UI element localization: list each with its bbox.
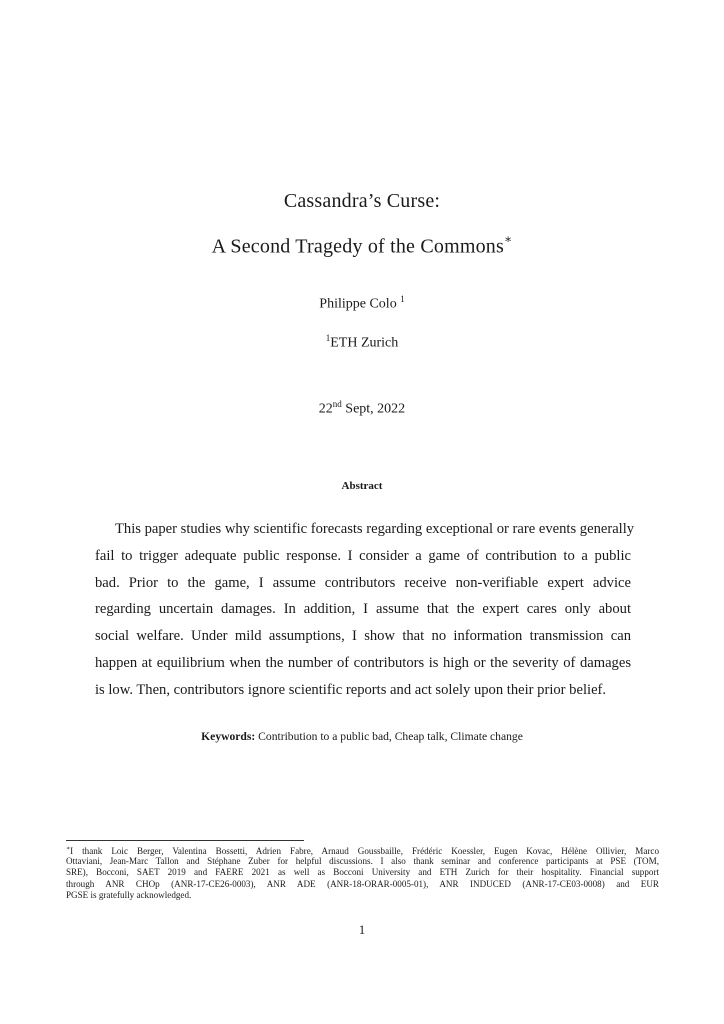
footnote-line: Ottaviani, Jean-Marc Tallon and Stéphane Zuber for helpful discussions. I also thank seminar and conference participants at PSE (TOM, xyxy=(66,855,659,866)
affiliation-marker: 1 xyxy=(325,333,331,343)
author-name: Philippe Colo xyxy=(319,296,397,312)
affiliation-name: ETH Zurich xyxy=(330,335,399,351)
title-line-2 xyxy=(0,234,724,259)
affiliation-line xyxy=(0,333,724,352)
keywords-text: Contribution to a public bad, Cheap talk, Climate change xyxy=(258,730,523,743)
footnote-line: SRE), Bocconi, SAET 2019 and FAERE 2021 as well as Bocconi University and ETH Zurich for their hospitality. Financial support xyxy=(66,867,659,878)
date-rest: Sept, 2022 xyxy=(345,401,406,417)
abstract-body xyxy=(95,516,635,704)
page-number: 1 xyxy=(358,922,366,937)
author-line xyxy=(0,294,724,313)
footnote-line: PGSE is gratefully acknowledged. xyxy=(66,890,192,901)
author-affiliation-marker: 1 xyxy=(400,294,405,304)
footnote-divider xyxy=(66,840,304,841)
footnote-line xyxy=(66,844,659,856)
abstract-line: This paper studies why scientific forecasts regarding exceptional or rare events generally xyxy=(115,521,635,537)
footnote-line: through ANR CHOp (ANR-17-CE26-0003), ANR ADE (ANR-18-ORAR-0005-01), ANR INDUCED (ANR-17-CE03-0008) and EUR xyxy=(66,878,659,889)
footnote-line-text: I thank Loic Berger, Valentina Bossetti, Adrien Fabre, Arnaud Goussbaille, Frédéric Koessler, Eugen Kovac, Hélène Ollivier, Marco xyxy=(70,846,659,857)
abstract-line: happen at equilibrium when the number of contributors is high or the severity of damages xyxy=(95,654,631,671)
title-text-2: A Second Tragedy of the Commons xyxy=(211,235,504,258)
abstract-line: regarding uncertain damages. In addition, I assume that the expert cares only about xyxy=(95,601,631,618)
abstract-line: bad. Prior to the game, I assume contributors receive non-verifiable expert advice xyxy=(95,574,631,591)
footnote xyxy=(66,844,659,902)
abstract-line: is low. Then, contributors ignore scientific reports and act solely upon their prior belief. xyxy=(95,681,607,698)
date-ordinal: nd xyxy=(332,399,342,409)
date-line xyxy=(0,399,724,418)
abstract-heading: Abstract xyxy=(341,480,383,492)
abstract-line: social welfare. Under mild assumptions, I show that no information transmission can xyxy=(95,628,631,645)
keywords-label: Keywords: xyxy=(201,730,256,743)
keywords-line xyxy=(0,730,724,743)
footnote-marker: ∗ xyxy=(66,846,71,852)
title-text-1: Cassandra’s Curse: xyxy=(283,190,441,212)
title-footnote-marker: ∗ xyxy=(503,232,513,246)
date-day: 22 xyxy=(318,401,333,417)
title-line-1 xyxy=(0,190,724,213)
abstract-line: fail to trigger adequate public response. I consider a game of contribution to a public xyxy=(95,547,631,564)
